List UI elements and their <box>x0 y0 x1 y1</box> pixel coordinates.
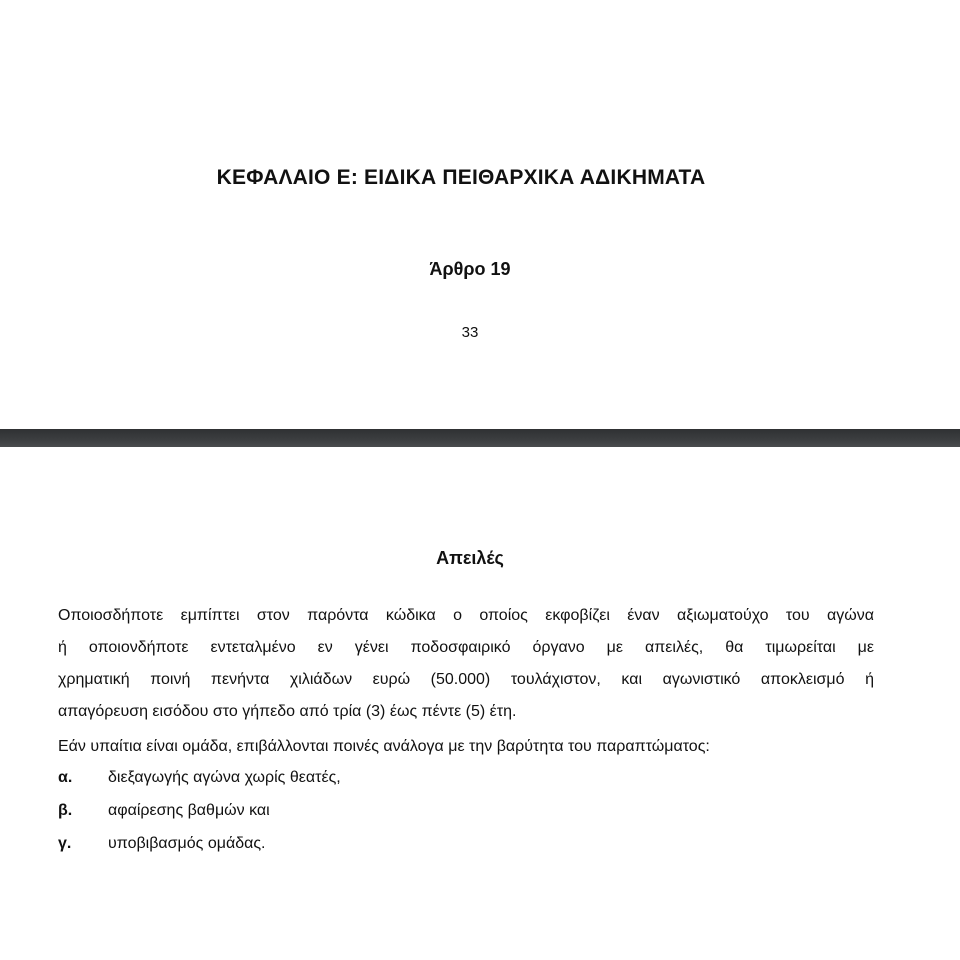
section-title: Απειλές <box>436 548 504 568</box>
list-item-text: υποβιβασμός ομάδας. <box>108 835 266 852</box>
list-item-text: διεξαγωγής αγώνα χωρίς θεατές, <box>108 769 341 786</box>
list-item <box>58 794 878 827</box>
list-item-text: αφαίρεσης βαθμών και <box>108 802 270 819</box>
page-separator <box>0 429 960 447</box>
article-title: Άρθρο 19 <box>429 259 511 279</box>
paragraph-line: απαγόρευση εισόδου στο γήπεδο από τρία (3) έως πέντε (5) έτη. <box>58 703 517 720</box>
sanctions-list <box>58 761 878 860</box>
team-sanctions-intro: Εάν υπαίτια είναι ομάδα, επιβάλλονται ποινές ανάλογα με την βαρύτητα του παραπτώματος: <box>58 738 710 755</box>
list-item <box>58 827 878 860</box>
list-marker: γ. <box>58 835 72 852</box>
list-marker: α. <box>58 769 73 786</box>
list-marker: β. <box>58 802 73 819</box>
paragraph-line: Οποιοσδήποτε εμπίπτει στον παρόντα κώδικα ο οποίος εκφοβίζει έναν αξιωματούχο του αγώνα <box>58 607 874 624</box>
list-item <box>58 761 878 794</box>
paragraph-line: ή οποιονδήποτε εντεταλμένο εν γένει ποδοσφαιρικό όργανο με απειλές, θα τιμωρείται με <box>58 639 874 656</box>
chapter-title: ΚΕΦΑΛΑΙΟ Ε: ΕΙΔΙΚΑ ΠΕΙΘΑΡΧΙΚΑ ΑΔΙΚΗΜΑΤΑ <box>216 166 706 189</box>
page-number: 33 <box>461 324 479 341</box>
article-paragraph <box>58 600 874 728</box>
paragraph-line: χρηματική ποινή πενήντα χιλιάδων ευρώ (50.000) τουλάχιστον, και αγωνιστικό αποκλεισμό ή <box>58 671 874 688</box>
